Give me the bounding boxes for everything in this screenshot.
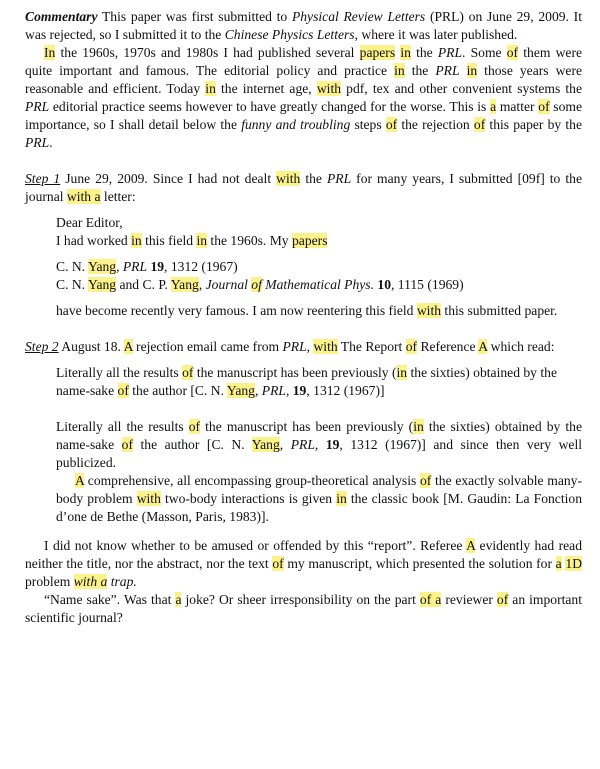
text-run: . Some [462, 45, 507, 60]
highlighted-word: in [196, 233, 208, 248]
text-run: 19 [325, 437, 340, 452]
text-run: 10 [377, 277, 391, 292]
policy-paragraph [25, 44, 582, 152]
step2-paragraph [25, 338, 582, 356]
report-quote-3 [56, 472, 582, 526]
text-run: PRL [435, 63, 460, 78]
highlighted-word: A [123, 339, 133, 354]
highlighted-word: with [416, 303, 442, 318]
text-run: for many years, I submitted [09f] to the journal [25, 171, 582, 204]
text-run: PRL [261, 383, 286, 398]
text-run: matter [496, 99, 539, 114]
highlighted-word: papers [292, 233, 328, 248]
text-run: , [306, 339, 314, 354]
text-run: the 1960s. My [207, 233, 292, 248]
text-run: the manuscript has been previously ( [193, 365, 397, 380]
text-run: the 1960s, 1970s and 1980s I had published several [55, 45, 360, 60]
text-run: , [285, 383, 293, 398]
highlighted-word: in [336, 491, 347, 506]
text-run: PRL [25, 99, 50, 114]
text-run: Physical Review Letters [291, 9, 426, 24]
text-run: steps [350, 117, 386, 132]
highlighted-word: 1D [565, 556, 583, 571]
highlighted-word: of [496, 592, 509, 607]
text-run: August 18. [58, 339, 124, 354]
text-run: the internet age, [215, 81, 317, 96]
text-run: Reference [417, 339, 479, 354]
text-run: Chinese Physics Letters [224, 27, 355, 42]
step2-text [59, 339, 555, 354]
text-run: my manuscript, which presented the solution for [283, 556, 556, 571]
text-run: , 1312 (1967)] and since then very well publicized. [56, 437, 583, 470]
text-run: The Report [337, 339, 406, 354]
text-run: Mathematical Phys. [261, 277, 374, 292]
text-run: have become recently very famous. I am now reentering this field [56, 303, 417, 318]
highlighted-word: with a [66, 189, 101, 204]
step1-text [25, 171, 582, 204]
step1-label: Step 1 [25, 171, 61, 186]
text-run: , where it was later published. [354, 27, 518, 42]
highlighted-word: with [316, 81, 342, 96]
text-run: 19 [150, 259, 165, 274]
text-run: I had worked [56, 233, 132, 248]
text-run: the rejection [397, 117, 474, 132]
text-run: “Name sake”. Was that [44, 592, 176, 607]
highlighted-word: a [555, 556, 562, 571]
text-run: rejection email came from [132, 339, 283, 354]
text-run: the sixties) obtained by the name-sake [56, 365, 557, 398]
highlighted-word: In [44, 45, 56, 60]
letter-line [56, 232, 576, 250]
text-run: those years were reasonable and efficient. Today [25, 63, 583, 96]
step2-label: Step 2 [25, 339, 59, 354]
text-run: problem [25, 574, 74, 589]
text-run: this submitted paper. [441, 303, 558, 318]
text-run: two-body interactions is given [160, 491, 337, 506]
highlighted-word: A [478, 339, 488, 354]
text-run: , 1312 (1967) [164, 259, 238, 274]
text-run: editorial practice seems however to have greatly changed for the worse. This is [49, 99, 491, 114]
text-run: this field [141, 233, 197, 248]
letter-reference-1 [56, 258, 576, 276]
text-run: and C. P. [116, 277, 171, 292]
text-run: the [404, 63, 436, 78]
highlighted-word: with [313, 339, 338, 354]
text-run: C. N. [56, 259, 88, 274]
text-run: , [279, 437, 291, 452]
highlighted-word: in [394, 63, 405, 78]
commentary-paragraph [25, 8, 582, 44]
highlighted-word: of [117, 383, 129, 398]
text-run: PRL [290, 437, 315, 452]
text-run: PRL [326, 171, 352, 186]
text-run: C. N. [56, 277, 88, 292]
text-run: PRL [437, 45, 463, 60]
highlighted-word: with [276, 171, 301, 186]
text-run: trap. [107, 574, 137, 589]
text-run: PRL [25, 135, 50, 150]
highlighted-word: of a [419, 592, 442, 607]
text-run: the sixties) obtained by the name-sake [56, 419, 582, 452]
highlighted-word: a [175, 592, 182, 607]
highlighted-word: of [251, 277, 262, 292]
text-run: . [49, 135, 53, 150]
highlighted-word: in [400, 45, 411, 60]
highlighted-word: of [182, 365, 194, 380]
highlighted-word: of [506, 45, 519, 60]
commentary-text [25, 9, 582, 42]
highlighted-word: A [466, 538, 476, 553]
highlighted-word: of [473, 117, 486, 132]
highlighted-word: of [419, 473, 432, 488]
text-run: (PRL) on June 29, 2009. It was rejected, so I submitted it to the [25, 9, 582, 42]
highlighted-word: Yang [226, 383, 255, 398]
text-run: the manuscript has been previously ( [200, 419, 414, 434]
text-run: , [116, 259, 123, 274]
text-run: Literally all the results [56, 365, 183, 380]
highlighted-word: of [538, 99, 550, 114]
highlighted-word: with a [73, 574, 108, 589]
text-run: , [314, 437, 326, 452]
letter-closing [56, 302, 576, 320]
text-run: , 1115 (1969) [391, 277, 464, 292]
text-run: , [198, 277, 206, 292]
highlighted-word: Yang [87, 259, 117, 274]
highlighted-word: in [131, 233, 142, 248]
highlighted-word: with [136, 491, 161, 506]
text-run: evidently had read neither the title, nor the abstract, nor the text [25, 538, 582, 571]
highlighted-word: a [490, 99, 497, 114]
text-run: the [300, 171, 327, 186]
text-run: which read: [487, 339, 555, 354]
text-run: them were quite important and famous. The editorial policy and practice [25, 45, 583, 78]
text-run: Journal [205, 277, 252, 292]
text-run: this paper by the [485, 117, 583, 132]
letter-reference-2 [56, 276, 576, 294]
highlighted-word: Yang [170, 277, 199, 292]
text-run [460, 63, 467, 78]
text-run: the author [C. N. [128, 383, 227, 398]
text-run: Literally all the results [56, 419, 189, 434]
text-run: some importance, so I shall detail below the [25, 99, 583, 132]
report-quote-block [56, 418, 582, 526]
text-run: an important scientific journal? [25, 592, 583, 625]
text-run: joke? Or sheer irresponsibility on the part [181, 592, 420, 607]
text-run: reviewer [441, 592, 497, 607]
highlighted-word: in [205, 81, 216, 96]
highlighted-word: in [413, 419, 424, 434]
text-run: June 29, 2009. Since I had not dealt [60, 171, 277, 186]
text-run: , [254, 383, 262, 398]
highlighted-word: in [466, 63, 478, 78]
text-run: , 1312 (1967)] [306, 383, 385, 398]
text-run: I did not know whether to be amused or offended by this “report”. Referee [44, 538, 467, 553]
text-run: comprehensive, all encompassing group-theoretical analysis [84, 473, 420, 488]
text-run: the exactly solvable many-body problem [56, 473, 583, 506]
highlighted-word: Yang [87, 277, 117, 292]
text-run: letter: [100, 189, 136, 204]
commentary-label: Commentary [25, 9, 98, 24]
text-run: PRL [282, 339, 307, 354]
highlighted-word: of [272, 556, 284, 571]
highlighted-word: papers [359, 45, 396, 60]
step1-paragraph [25, 170, 582, 206]
highlighted-word: of [385, 117, 398, 132]
text-run: PRL [122, 259, 148, 274]
highlighted-word: Yang [251, 437, 280, 452]
report-quote-1 [56, 364, 582, 400]
letter-salutation: Dear Editor, [56, 215, 123, 230]
text-run: pdf, tex and other convenient systems the [341, 81, 582, 96]
highlighted-word: A [75, 473, 85, 488]
text-run: the classic book [M. Gaudin: La Fonction d’one de Bethe (Masson, Paris, 1983)]. [56, 491, 582, 524]
text-run: funny and troubling [241, 117, 351, 132]
highlighted-word: of [188, 419, 201, 434]
highlighted-word: of [405, 339, 418, 354]
report-quote-2 [56, 418, 582, 472]
highlighted-word: of [121, 437, 133, 452]
text-run: the [410, 45, 438, 60]
author-comment-2 [25, 591, 582, 627]
author-comment-1 [25, 537, 582, 591]
text-run: the author [C. N. [132, 437, 252, 452]
highlighted-word: in [396, 365, 408, 380]
submission-letter [56, 214, 576, 320]
text-run: This paper was first submitted to [97, 9, 292, 24]
text-run: 19 [292, 383, 307, 398]
